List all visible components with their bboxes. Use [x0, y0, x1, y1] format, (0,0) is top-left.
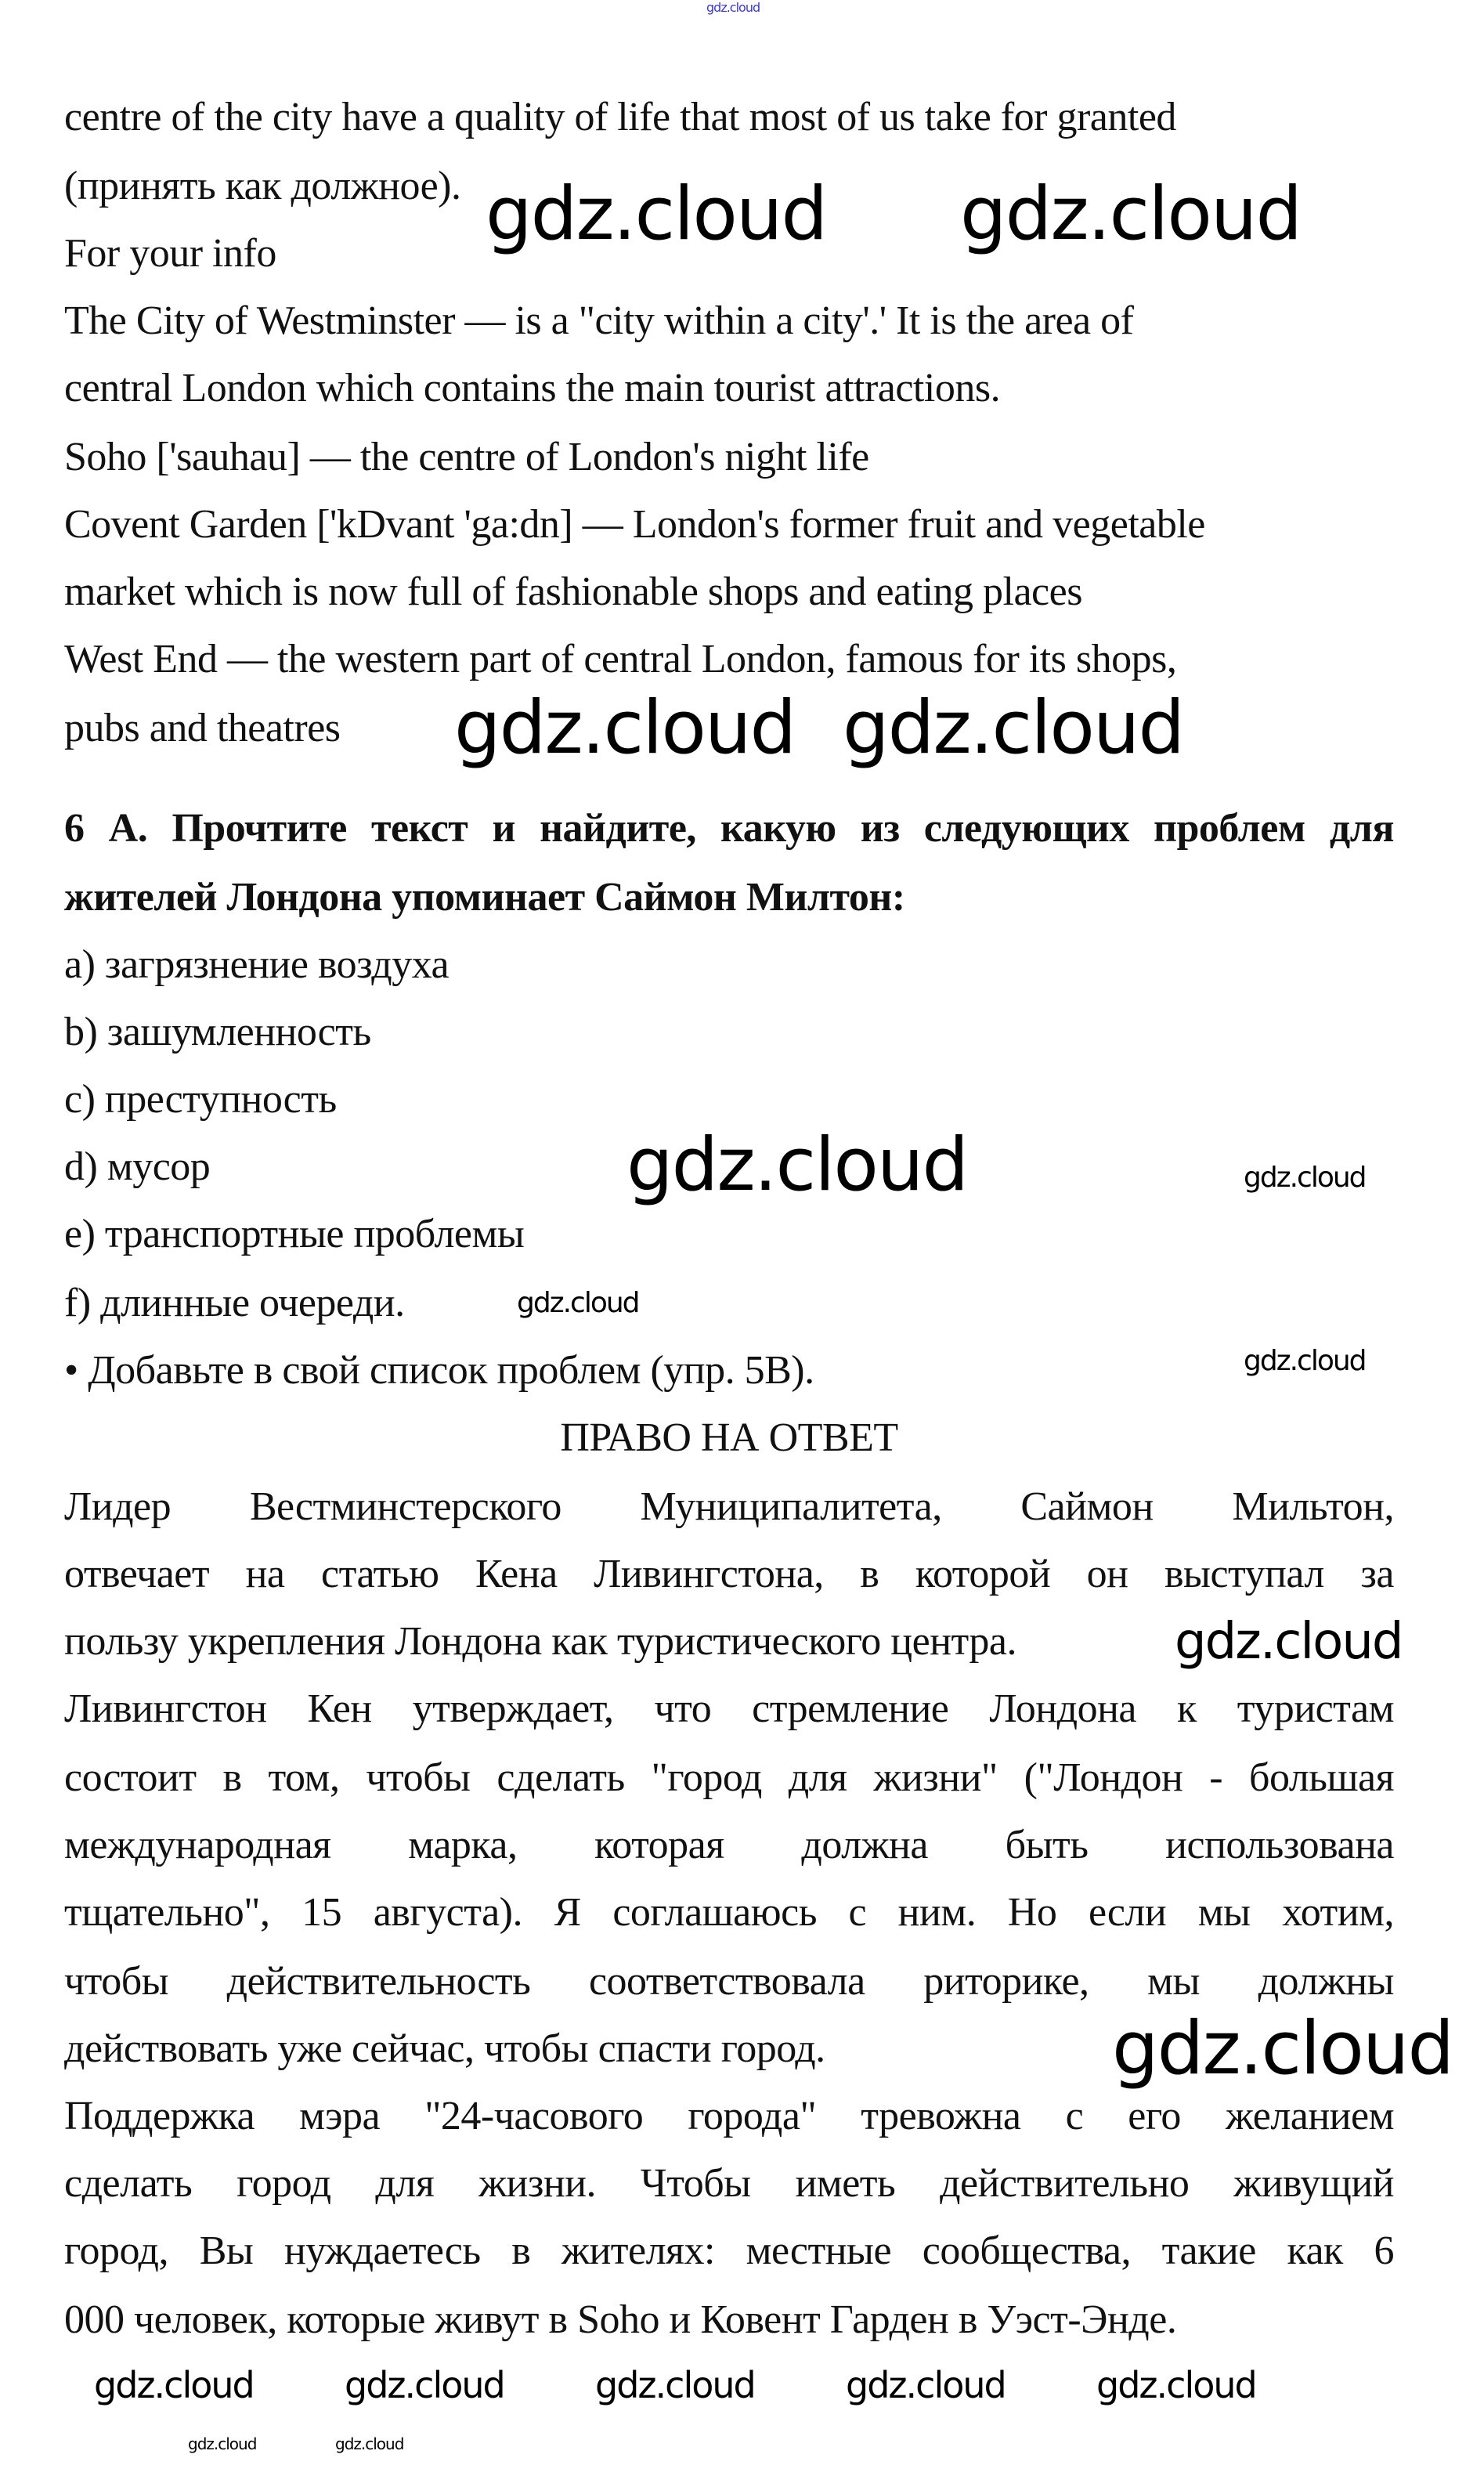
text-line: The City of Westminster — is a "city within a city'.' It is the area of: [64, 298, 1134, 343]
watermark: gdz.cloud: [335, 2434, 404, 2453]
list-item: d) мусор: [64, 1144, 211, 1189]
text-line: 000 человек, которые живут в Soho и Ковент Гарден в Уэст-Энде.: [64, 2297, 1177, 2342]
text-line: centre of the city have a quality of life that most of us take for granted: [64, 95, 1176, 139]
watermark: gdz.cloud: [454, 685, 796, 771]
text-line: Лидер Вестминстерского Муниципалитета, Саймон Мильтон,: [64, 1484, 1394, 1529]
article-title: ПРАВО НА ОТВЕТ: [560, 1415, 898, 1460]
watermark: gdz.cloud: [1244, 1162, 1366, 1194]
watermark: gdz.cloud: [960, 172, 1302, 257]
text-line: состоит в том, чтобы сделать "город для жизни" ("Лондон - большая: [64, 1755, 1394, 1800]
bullet-instruction: • Добавьте в свой список проблем (упр. 5В).: [64, 1348, 814, 1393]
watermark: gdz.cloud: [626, 1122, 968, 1208]
watermark: gdz.cloud: [188, 2434, 257, 2453]
list-item: b) зашумленность: [64, 1010, 371, 1054]
text-line: Covent Garden ['kDvant 'ga:dn] — London's former fruit and vegetable: [64, 502, 1205, 547]
watermark: gdz.cloud: [1096, 2364, 1256, 2406]
watermark: gdz.cloud: [486, 172, 827, 257]
exercise-6a-heading: 6 А. Прочтите текст и найдите, какую из следующих проблем для: [64, 806, 1394, 851]
list-item: a) загрязнение воздуха: [64, 942, 450, 987]
text-line: market which is now full of fashionable shops and eating places: [64, 569, 1082, 614]
watermark: gdz.cloud: [1175, 1613, 1403, 1671]
text-line: (принять как должное).: [64, 164, 461, 208]
text-line: Soho ['sauhau] — the centre of London's night life: [64, 435, 869, 479]
watermark: gdz.cloud: [846, 2364, 1006, 2406]
watermark: gdz.cloud: [94, 2364, 254, 2406]
text-line: сделать город для жизни. Чтобы иметь действительно живущий: [64, 2161, 1394, 2206]
list-item: e) транспортные проблемы: [64, 1212, 525, 1256]
text-line: Поддержка мэра "24-часового города" тревожна с его желанием: [64, 2094, 1394, 2138]
text-line: Ливингстон Кен утверждает, что стремление Лондона к туристам: [64, 1686, 1394, 1731]
text-line: международная марка, которая должна быть использована: [64, 1823, 1394, 1867]
watermark: gdz.cloud: [706, 0, 760, 15]
text-line: central London which contains the main tourist attractions.: [64, 366, 1001, 410]
watermark: gdz.cloud: [595, 2364, 755, 2406]
watermark: gdz.cloud: [843, 685, 1184, 771]
watermark: gdz.cloud: [1244, 1345, 1366, 1377]
text-line: чтобы действительность соответствовала риторике, мы должны: [64, 1959, 1394, 2004]
text-line: тщательно", 15 августа). Я соглашаюсь с ним. Но если мы хотим,: [64, 1890, 1394, 1935]
section-heading-for-your-info: For your info: [64, 231, 276, 276]
exercise-6a-heading: жителей Лондона упоминает Саймон Милтон:: [64, 875, 905, 920]
text-line: действовать уже сейчас, чтобы спасти город.: [64, 2026, 825, 2071]
watermark: gdz.cloud: [1112, 2006, 1453, 2091]
text-line: город, Вы нуждаетесь в жителях: местные сообщества, такие как 6: [64, 2228, 1394, 2273]
text-line: pubs and theatres: [64, 706, 341, 750]
watermark: gdz.cloud: [345, 2364, 504, 2406]
text-line: отвечает на статью Кена Ливингстона, в которой он выступал за: [64, 1552, 1394, 1596]
watermark: gdz.cloud: [517, 1287, 639, 1319]
text-line: пользу укрепления Лондона как туристического центра.: [64, 1619, 1016, 1664]
text-line: West End — the western part of central London, famous for its shops,: [64, 637, 1177, 681]
list-item: c) преступность: [64, 1077, 337, 1122]
list-item: f) длинные очереди.: [64, 1281, 405, 1325]
